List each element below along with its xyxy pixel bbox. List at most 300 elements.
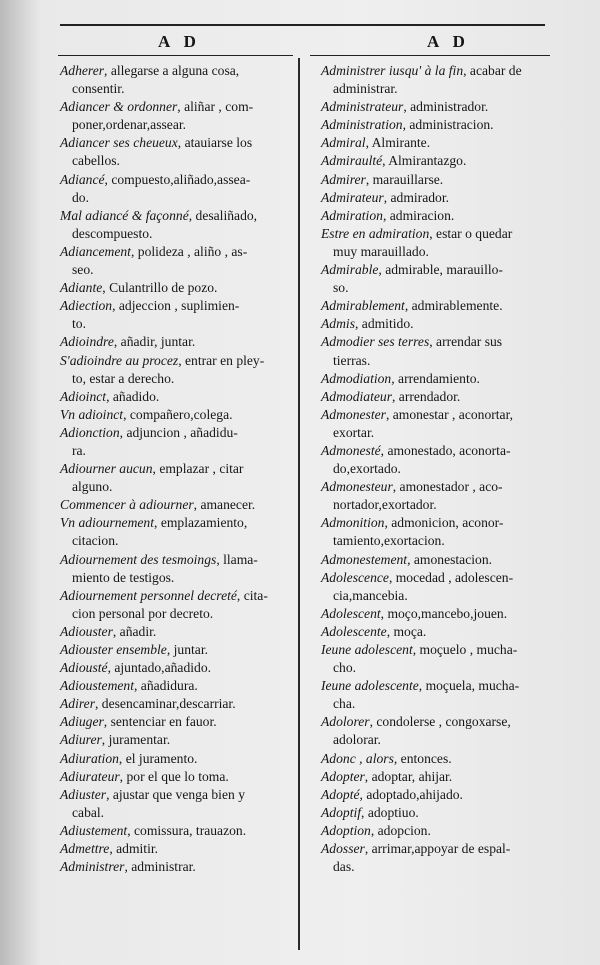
headword: Admirable: [321, 262, 379, 278]
headword: Adiancer ses cheueux: [60, 135, 178, 151]
entry-line: [321, 352, 553, 370]
entry-line: [321, 225, 553, 243]
definition-text: to, estar a derecho.: [72, 370, 175, 386]
headword: Adopter: [321, 768, 365, 784]
dictionary-entry: [321, 261, 553, 297]
definition-text: descompuesto.: [72, 225, 153, 241]
entry-line: [60, 786, 294, 804]
definition-text: tierras.: [333, 352, 371, 368]
entry-line: [60, 496, 294, 514]
right-column: [321, 62, 553, 876]
entry-line: [60, 641, 294, 659]
definition-text: , amonestado, aconorta-: [380, 442, 511, 458]
entry-line: [321, 605, 553, 623]
headword: Admonesté: [321, 442, 381, 458]
entry-line: [60, 804, 294, 822]
headword: Adiustement: [60, 822, 128, 838]
definition-text: , desencaminar,descarriar.: [95, 696, 236, 712]
definition-text: , adjeccion , suplimien-: [112, 298, 240, 314]
headword: Commencer à adiourner: [60, 497, 194, 513]
entry-line: [321, 152, 553, 170]
entry-line: [60, 98, 294, 116]
dictionary-entry: [60, 551, 294, 587]
headword: Vn adioinct: [60, 406, 124, 422]
headword: Administrer: [60, 859, 125, 875]
dictionary-entry: [60, 134, 294, 170]
definition-text: , adoptar, ahijar.: [364, 768, 453, 784]
headword: Adiournement personnel decreté: [60, 587, 237, 603]
dictionary-entry: [60, 659, 294, 677]
entry-line: [321, 460, 553, 478]
headword: Adolescence: [321, 569, 389, 585]
definition-text: , Almirantazgo.: [382, 153, 467, 169]
headword: Adionction: [60, 424, 120, 440]
definition-text: , moçuelo , mucha-: [412, 642, 518, 657]
dictionary-entry: [321, 478, 553, 514]
definition-text: , estar o quedar: [429, 225, 513, 241]
definition-text: , moça.: [386, 623, 427, 639]
definition-text: , ajuntado,añadido.: [107, 660, 212, 676]
entry-line: [60, 840, 294, 858]
dictionary-entry: [321, 62, 553, 98]
definition-text: , polideza , aliño , as-: [130, 243, 248, 259]
definition-text: , admitido.: [354, 316, 414, 332]
dictionary-entry: [60, 695, 294, 713]
definition-text: , juntar.: [166, 642, 208, 657]
definition-text: , adoptado,ahijado.: [359, 786, 463, 802]
entry-line: [60, 514, 294, 532]
headword: Adiouster: [60, 623, 113, 639]
dictionary-entry: [321, 569, 553, 605]
dictionary-entry: [321, 750, 553, 768]
entry-line: [60, 731, 294, 749]
entry-line: [321, 424, 553, 442]
definition-text: , adopcion.: [370, 822, 431, 838]
headword: Administration: [321, 117, 403, 133]
entry-line: [60, 171, 294, 189]
entry-line: [60, 370, 294, 388]
definition-text: consentir.: [72, 81, 125, 97]
entry-line: [60, 243, 294, 261]
headword: Adiurer: [60, 732, 102, 748]
headword: Administrateur: [321, 99, 404, 115]
definition-text: tamiento,exortacion.: [333, 533, 445, 549]
top-rule: [60, 24, 545, 26]
definition-text: , cita-: [236, 587, 268, 603]
dictionary-entry: [321, 134, 553, 152]
entry-line: [60, 225, 294, 243]
headword: Vn adiournement: [60, 515, 155, 531]
dictionary-entry: [321, 804, 553, 822]
dictionary-entry: [321, 116, 553, 134]
definition-text: do.: [72, 189, 89, 205]
headword: Admiral: [321, 135, 366, 151]
headword: Adiousté: [60, 660, 108, 676]
definition-text: , moço,mancebo,jouen.: [380, 605, 508, 621]
entry-line: [321, 768, 553, 786]
entry-line: [60, 587, 294, 605]
entry-line: [60, 333, 294, 351]
entry-line: [60, 315, 294, 333]
entry-line: [321, 840, 553, 858]
definition-text: , emplazar , citar: [152, 461, 244, 477]
definition-text: , comissura, trauazon.: [127, 822, 247, 838]
dictionary-entry: [321, 297, 553, 315]
entry-line: [321, 641, 553, 659]
column-divider: [298, 58, 300, 950]
definition-text: , admirable, marauillo-: [378, 262, 503, 278]
entry-line: [321, 207, 553, 225]
entry-line: [321, 532, 553, 550]
definition-text: , amonestar , aconortar,: [385, 406, 513, 422]
definition-text: , desaliñado,: [188, 207, 258, 223]
headword: Estre en admiration: [321, 225, 430, 241]
entry-line: [321, 98, 553, 116]
entry-line: [60, 406, 294, 424]
definition-text: , añadir, juntar.: [113, 334, 196, 350]
definition-text: cha.: [333, 696, 356, 712]
dictionary-entry: [60, 822, 294, 840]
entry-line: [60, 116, 294, 134]
entry-line: [60, 623, 294, 641]
running-head-left: A D: [158, 32, 201, 51]
definition-text: , emplazamiento,: [154, 515, 248, 531]
definition-text: so.: [333, 280, 349, 296]
dictionary-entry: [60, 279, 294, 297]
dictionary-entry: [60, 786, 294, 822]
dictionary-entry: [60, 840, 294, 858]
entry-line: [321, 189, 553, 207]
definition-text: , allegarse a alguna cosa,: [104, 63, 240, 78]
definition-text: ra.: [72, 442, 86, 458]
entry-line: [321, 804, 553, 822]
headword: Adoption: [321, 822, 371, 838]
entry-line: [321, 279, 553, 297]
headword: Admirer: [321, 171, 366, 187]
dictionary-entry: [321, 551, 553, 569]
definition-text: exortar.: [333, 424, 375, 440]
dictionary-entry: [321, 822, 553, 840]
headword: Admiraulté: [321, 153, 383, 169]
dictionary-entry: [60, 98, 294, 134]
definition-text: das.: [333, 859, 355, 875]
definition-text: , el juramento.: [118, 750, 198, 766]
definition-text: , ajustar que venga bien y: [106, 786, 245, 802]
dictionary-entry: [60, 171, 294, 207]
headword: Adolescent: [321, 605, 381, 621]
headword: Adiancer & ordonner: [60, 99, 178, 115]
entry-line: [321, 406, 553, 424]
entry-line: [321, 822, 553, 840]
headword: Adiurateur: [60, 768, 120, 784]
header-rule-right: [310, 55, 550, 56]
headword: Admiration: [321, 207, 383, 223]
entry-line: [60, 713, 294, 731]
definition-text: , arrendamiento.: [391, 370, 480, 386]
dictionary-entry: [60, 460, 294, 496]
headword: Admodiateur: [321, 388, 392, 404]
dictionary-entry: [321, 786, 553, 804]
headword: Admodier ses terres: [321, 334, 430, 350]
definition-text: , sentenciar en fauor.: [103, 714, 217, 730]
dictionary-entry: [321, 442, 553, 478]
definition-text: , adjuncion , añadidu-: [119, 424, 238, 440]
dictionary-entry: [321, 152, 553, 170]
dictionary-entry: [60, 207, 294, 243]
definition-text: , amonestacion.: [407, 551, 493, 567]
definition-text: , administrar.: [124, 859, 196, 875]
entry-line: [321, 370, 553, 388]
entry-line: [60, 134, 294, 152]
headword: Adopté: [321, 786, 360, 802]
headword: Adherer: [60, 63, 105, 78]
entry-line: [60, 460, 294, 478]
entry-line: [321, 388, 553, 406]
header-rule-left: [58, 55, 293, 56]
headword: Admis: [321, 316, 355, 332]
headword: Adonc , alors: [321, 750, 394, 766]
entry-line: [60, 768, 294, 786]
entry-line: [60, 388, 294, 406]
headword: Adiuration: [60, 750, 119, 766]
entry-line: [321, 116, 553, 134]
entry-line: [321, 261, 553, 279]
entry-line: [60, 152, 294, 170]
definition-text: , llama-: [216, 551, 258, 567]
definition-text: , admiracion.: [382, 207, 455, 223]
definition-text: miento de testigos.: [72, 569, 175, 585]
entry-line: [60, 189, 294, 207]
headword: Adosser: [321, 841, 365, 857]
entry-line: [321, 171, 553, 189]
dictionary-entry: [321, 315, 553, 333]
dictionary-entry: [321, 677, 553, 713]
definition-text: , Almirante.: [365, 135, 431, 151]
headword: Adiouster ensemble: [60, 642, 167, 657]
headword: Adiancement: [60, 243, 131, 259]
dictionary-entry: [60, 406, 294, 424]
definition-text: , marauillarse.: [365, 171, 444, 187]
headword: Adiancé: [60, 171, 105, 187]
entry-line: [321, 134, 553, 152]
headword: Adiante: [60, 280, 103, 296]
dictionary-entry: [321, 225, 553, 261]
definition-text: , arrimar,appoyar de espal-: [364, 841, 511, 857]
definition-text: , adoptiuo.: [361, 804, 419, 820]
headword: Ieune adolescent: [321, 642, 413, 657]
dictionary-entry: [60, 62, 294, 98]
definition-text: , arrendador.: [391, 388, 461, 404]
definition-text: alguno.: [72, 479, 113, 495]
headword: S'adioindre au procez: [60, 352, 179, 368]
definition-text: , compañero,colega.: [123, 406, 233, 422]
entry-line: [321, 478, 553, 496]
definition-text: , admirador.: [383, 189, 449, 205]
headword: Adolorer: [321, 714, 370, 730]
definition-text: , arrendar sus: [429, 334, 503, 350]
headword: Adirer: [60, 696, 95, 712]
dictionary-entry: [60, 641, 294, 659]
definition-text: , aliñar , com-: [177, 99, 254, 115]
entry-line: [321, 62, 553, 80]
dictionary-entry: [321, 514, 553, 550]
entry-line: [321, 496, 553, 514]
headword: Adolescente: [321, 623, 387, 639]
dictionary-entry: [60, 352, 294, 388]
entry-line: [60, 62, 294, 80]
entry-line: [321, 731, 553, 749]
entry-line: [321, 623, 553, 641]
headword: Adiournement des tesmoings: [60, 551, 217, 567]
definition-text: , acabar de: [463, 63, 522, 78]
definition-text: to.: [72, 316, 86, 332]
dictionary-entry: [321, 189, 553, 207]
headword: Admettre: [60, 841, 110, 857]
dictionary-entry: [60, 768, 294, 786]
entry-line: [60, 261, 294, 279]
definition-text: administrar.: [333, 81, 398, 97]
definition-text: citacion.: [72, 533, 119, 549]
definition-text: cion personal por decreto.: [72, 605, 214, 621]
dictionary-entry: [60, 388, 294, 406]
entry-line: [321, 786, 553, 804]
entry-line: [321, 514, 553, 532]
entry-line: [321, 569, 553, 587]
entry-line: [321, 750, 553, 768]
definition-text: seo.: [72, 262, 94, 278]
entry-line: [321, 315, 553, 333]
definition-text: muy marauillado.: [333, 243, 429, 259]
definition-text: , admonicion, aconor-: [384, 515, 504, 531]
definition-text: , añadir.: [112, 623, 157, 639]
headword: Adiuger: [60, 714, 104, 730]
definition-text: , juramentar.: [101, 732, 171, 748]
definition-text: cho.: [333, 660, 357, 676]
dictionary-entry: [60, 496, 294, 514]
headword: Admirablement: [321, 298, 405, 314]
running-head-right: A D: [427, 32, 470, 51]
entry-line: [321, 333, 553, 351]
entry-line: [321, 243, 553, 261]
headword: Adioinct: [60, 388, 107, 404]
definition-text: cabellos.: [72, 153, 120, 169]
dictionary-entry: [321, 207, 553, 225]
dictionary-entry: [321, 840, 553, 876]
headword: Admonesteur: [321, 479, 393, 495]
entry-line: [60, 297, 294, 315]
dictionary-entry: [60, 514, 294, 550]
definition-text: cia,mancebia.: [333, 587, 408, 603]
headword: Adioustement: [60, 678, 134, 694]
dictionary-entry: [60, 713, 294, 731]
dictionary-entry: [60, 750, 294, 768]
dictionary-entry: [60, 243, 294, 279]
dictionary-entry: [321, 406, 553, 442]
entry-line: [60, 822, 294, 840]
definition-text: , amonestador , aco-: [392, 479, 503, 495]
entry-line: [60, 424, 294, 442]
headword: Adiuster: [60, 786, 107, 802]
dictionary-entry: [321, 370, 553, 388]
definition-text: cabal.: [72, 804, 105, 820]
dictionary-entry: [60, 424, 294, 460]
dictionary-entry: [321, 605, 553, 623]
entry-line: [60, 569, 294, 587]
entry-line: [321, 587, 553, 605]
dictionary-entry: [60, 677, 294, 695]
headword: Mal adiancé & façonné: [60, 207, 189, 223]
entry-line: [60, 677, 294, 695]
headword: Admonition: [321, 515, 385, 531]
entry-line: [321, 551, 553, 569]
definition-text: , entrar en pley-: [178, 352, 265, 368]
definition-text: adolorar.: [333, 732, 381, 748]
headword: Admonester: [321, 406, 386, 422]
definition-text: , por el que lo toma.: [119, 768, 229, 784]
definition-text: , atauiarse los: [177, 135, 253, 151]
dictionary-entry: [321, 171, 553, 189]
definition-text: , admitir.: [109, 841, 159, 857]
dictionary-entry: [60, 587, 294, 623]
definition-text: , moçuela, mucha-: [418, 678, 520, 694]
dictionary-entry: [321, 388, 553, 406]
entry-line: [321, 677, 553, 695]
definition-text: , administrador.: [403, 99, 489, 115]
definition-text: , Culantrillo de pozo.: [102, 280, 218, 296]
dictionary-entry: [321, 623, 553, 641]
entry-line: [321, 695, 553, 713]
entry-line: [60, 750, 294, 768]
dictionary-entry: [321, 98, 553, 116]
dictionary-entry: [321, 333, 553, 369]
dictionary-entry: [60, 731, 294, 749]
entry-line: [60, 551, 294, 569]
dictionary-entry: [321, 641, 553, 677]
headword: Adoptif: [321, 804, 362, 820]
definition-text: do,exortado.: [333, 461, 401, 477]
definition-text: , añadido.: [106, 388, 160, 404]
entry-line: [321, 442, 553, 460]
entry-line: [60, 605, 294, 623]
dictionary-entry: [60, 297, 294, 333]
headword: Admirateur: [321, 189, 384, 205]
definition-text: , administracion.: [402, 117, 494, 133]
dictionary-entry: [60, 623, 294, 641]
entry-line: [60, 532, 294, 550]
entry-line: [60, 352, 294, 370]
headword: Adiection: [60, 298, 113, 314]
entry-line: [321, 713, 553, 731]
definition-text: poner,ordenar,assear.: [72, 117, 187, 133]
dictionary-entry: [321, 768, 553, 786]
entry-line: [60, 279, 294, 297]
entry-line: [60, 659, 294, 677]
dictionary-entry: [60, 333, 294, 351]
entry-line: [321, 858, 553, 876]
headword: Ieune adolescente: [321, 678, 419, 694]
left-column: [60, 62, 294, 876]
entry-line: [321, 80, 553, 98]
definition-text: , admirablemente.: [404, 298, 503, 314]
entry-line: [321, 659, 553, 677]
definition-text: , entonces.: [393, 750, 452, 766]
definition-text: , condolerse , congoxarse,: [369, 714, 511, 730]
definition-text: , mocedad , adolescen-: [388, 569, 514, 585]
headword: Administrer iusqu' à la fin: [321, 63, 464, 78]
entry-line: [60, 695, 294, 713]
headword: Adiourner aucun: [60, 461, 153, 477]
dictionary-entry: [321, 713, 553, 749]
